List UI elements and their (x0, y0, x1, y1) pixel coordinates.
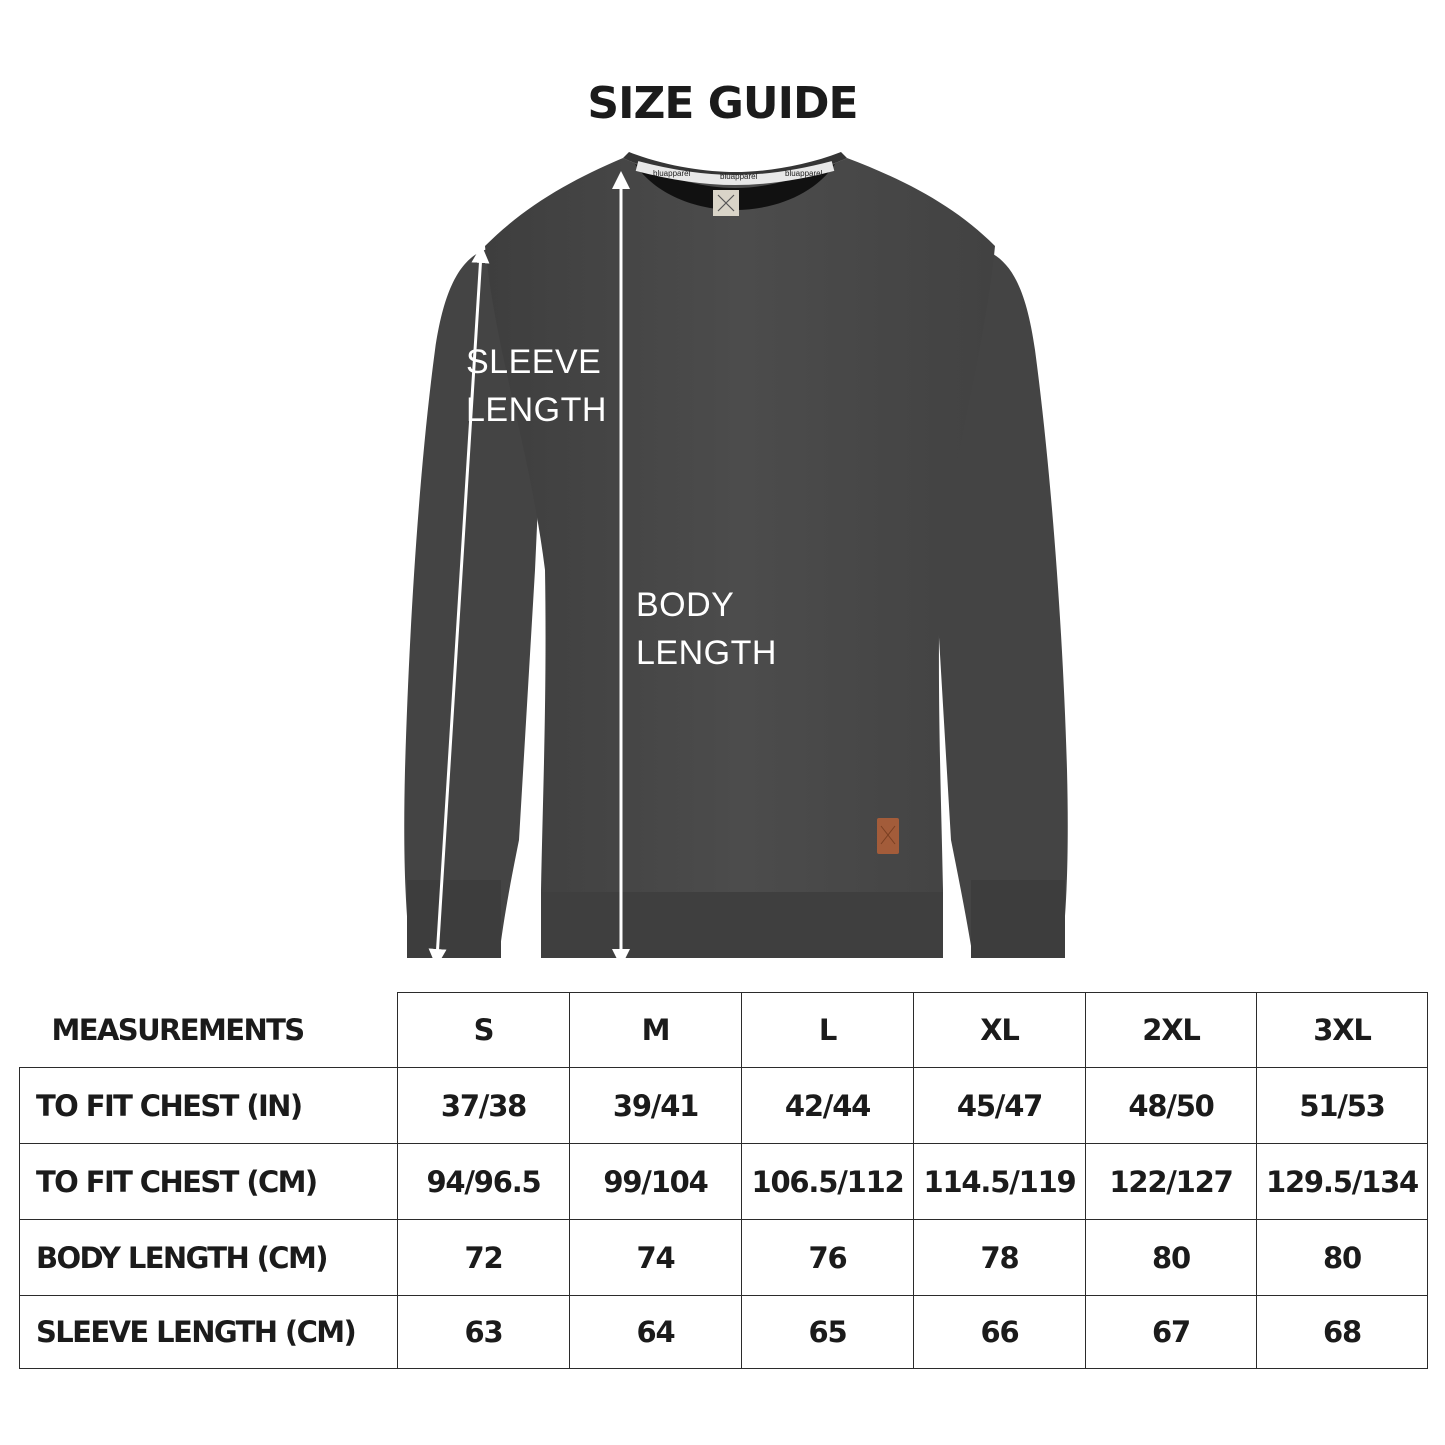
sleeve-label-line-1: SLEEVE (466, 343, 602, 381)
size-header-s: S (398, 993, 570, 1068)
table-cell: 65 (742, 1296, 914, 1369)
table-cell: 122/127 (1086, 1144, 1257, 1220)
sleeve-length-label (466, 338, 607, 434)
table-cell: 63 (398, 1296, 570, 1369)
table-cell: 66 (914, 1296, 1086, 1369)
table-cell: 39/41 (570, 1068, 742, 1144)
table-cell: 45/47 (914, 1068, 1086, 1144)
size-header-m: M (570, 993, 742, 1068)
table-header-row (20, 993, 1428, 1068)
size-header-xl: XL (914, 993, 1086, 1068)
table-cell: 114.5/119 (914, 1144, 1086, 1220)
row-label: SLEEVE LENGTH (CM) (20, 1296, 398, 1369)
table-cell: 72 (398, 1220, 570, 1296)
table-cell: 74 (570, 1220, 742, 1296)
size-table (19, 992, 1428, 1369)
page-title: SIZE GUIDE (587, 78, 858, 129)
table-row (20, 1296, 1428, 1369)
row-label: TO FIT CHEST (IN) (20, 1068, 398, 1144)
body-label-line-1: BODY (636, 586, 735, 624)
row-label: BODY LENGTH (CM) (20, 1220, 398, 1296)
sweatshirt-body (485, 158, 995, 958)
table-cell: 106.5/112 (742, 1144, 914, 1220)
neck-tape-text-2: bluapparel (720, 172, 758, 181)
table-cell: 80 (1257, 1220, 1428, 1296)
size-header-3xl: 3XL (1257, 993, 1428, 1068)
table-cell: 94/96.5 (398, 1144, 570, 1220)
table-cell: 78 (914, 1220, 1086, 1296)
table-cell: 42/44 (742, 1068, 914, 1144)
table-row (20, 1144, 1428, 1220)
table-row (20, 1220, 1428, 1296)
size-header-l: L (742, 993, 914, 1068)
body-label-line-2: LENGTH (636, 634, 777, 672)
neck-tape-text: bluapparel (653, 169, 691, 178)
measurements-header: MEASUREMENTS (20, 993, 398, 1068)
neck-tape-text-3: bluapparel (785, 169, 823, 178)
table-row (20, 1068, 1428, 1144)
hem-ribbing (541, 892, 943, 958)
table-cell: 51/53 (1257, 1068, 1428, 1144)
sleeve-label-line-2: LENGTH (466, 391, 607, 429)
table-cell: 48/50 (1086, 1068, 1257, 1144)
table-cell: 129.5/134 (1257, 1144, 1428, 1220)
table-cell: 64 (570, 1296, 742, 1369)
sweatshirt-illustration (395, 150, 1075, 970)
leather-patch (877, 818, 899, 854)
table-cell: 67 (1086, 1296, 1257, 1369)
right-cuff (971, 880, 1065, 958)
table-cell: 76 (742, 1220, 914, 1296)
left-cuff (407, 880, 501, 958)
row-label: TO FIT CHEST (CM) (20, 1144, 398, 1220)
body-length-label (636, 581, 777, 677)
table-cell: 99/104 (570, 1144, 742, 1220)
table-cell: 37/38 (398, 1068, 570, 1144)
table-cell: 68 (1257, 1296, 1428, 1369)
table-cell: 80 (1086, 1220, 1257, 1296)
size-header-2xl: 2XL (1086, 993, 1257, 1068)
